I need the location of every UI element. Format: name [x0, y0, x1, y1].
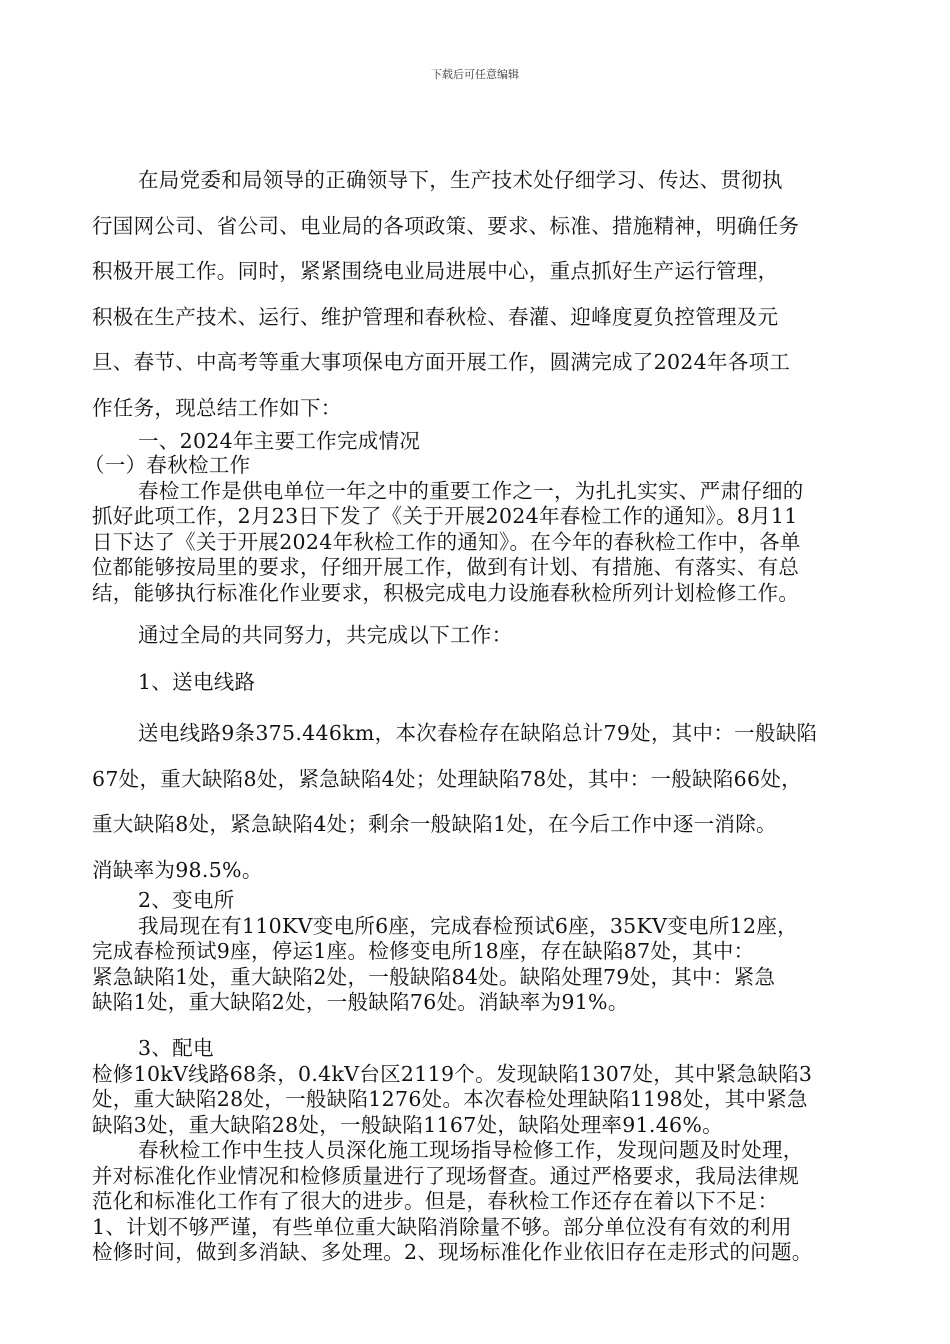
heading-text: 一、2024年主要工作完成情况: [138, 429, 421, 453]
item3: [92, 1036, 882, 1266]
summary-intro: [138, 622, 928, 648]
text-line: 缺陷3处，重大缺陷28处，一般缺陷1167处，缺陷处理率91.46%。: [92, 1112, 723, 1137]
item1-title: 1、送电线路: [138, 670, 256, 694]
text-line: 春秋检工作中生技人员深化施工现场指导检修工作，发现问题及时处理，: [138, 1138, 804, 1162]
item2-title: 2、变电所: [138, 888, 235, 912]
text-line: 行国网公司、省公司、电业局的各项政策、要求、标准、措施精神，明确任务: [92, 213, 800, 238]
text-line: 积极开展工作。同时，紧紧围绕电业局进展中心，重点抓好生产运行管理，: [92, 259, 779, 283]
page-header-note: 下载后可任意编辑: [431, 68, 519, 81]
section1-title: （一）春秋检工作: [84, 453, 251, 477]
text-line: 位都能够按局里的要求，仔细开展工作，做到有计划、有措施、有落实、有总: [92, 555, 800, 579]
text-line: 1、计划不够严谨，有些单位重大缺陷消除量不够。部分单位没有有效的利用: [92, 1214, 792, 1239]
text-line: 在局党委和局领导的正确领导下，生产技术处仔细学习、传达、贯彻执: [138, 168, 783, 192]
item1-body: [92, 711, 882, 893]
section-heading: [138, 428, 928, 454]
intro-paragraph: [92, 158, 882, 431]
text-line: 67处，重大缺陷8处，紧急缺陷4处；处理缺陷78处，其中：一般缺陷66处，: [92, 766, 802, 791]
section1: [84, 453, 882, 606]
item2: [92, 888, 882, 1016]
text-line: 我局现在有110KV变电所6座，完成春检预试6座，35KV变电所12座，: [138, 913, 798, 938]
text-line: 抓好此项工作，2月23日下发了《关于开展2024年春检工作的通知》。8月11: [92, 504, 798, 528]
text-line: 紧急缺陷1处，重大缺陷2处，一般缺陷84处。缺陷处理79处，其中：紧急: [92, 964, 776, 989]
item3-title: 3、配电: [138, 1036, 214, 1060]
text-line: 并对标准化作业情况和检修质量进行了现场督查。通过严格要求，我局法律规: [92, 1163, 800, 1188]
text-line: 重大缺陷8处，紧急缺陷4处；剩余一般缺陷1处，在今后工作中逐一消除。: [92, 812, 777, 836]
text-line: 消缺率为98.5%。: [92, 857, 263, 882]
text-line: 缺陷1处，重大缺陷2处，一般缺陷76处。消缺率为91%。: [92, 990, 629, 1014]
text-line: 积极在生产技术、运行、维护管理和春秋检、春灌、迎峰度夏负控管理及元: [92, 304, 779, 329]
text-line: 春检工作是供电单位一年之中的重要工作之一，为扎扎实实、严肃仔细的: [138, 478, 804, 503]
summary-intro-text: 通过全局的共同努力，共完成以下工作：: [138, 623, 513, 647]
text-line: 检修时间，做到多消缺、多处理。2、现场标准化作业依旧存在走形式的问题。: [92, 1240, 813, 1264]
text-line: 送电线路9条375.446km，本次春检存在缺陷总计79处，其中：一般缺陷: [138, 721, 818, 745]
text-line: 范化和标准化工作有了很大的进步。但是，春秋检工作还存在着以下不足：: [92, 1189, 779, 1213]
item1-heading: [138, 669, 928, 695]
text-line: 完成春检预试9座，停运1座。检修变电所18座，存在缺陷87处，其中：: [92, 939, 755, 963]
text-line: 作任务，现总结工作如下：: [92, 395, 342, 420]
text-line: 日下达了《关于开展2024年秋检工作的通知》。在今年的春秋检工作中，各单: [92, 529, 801, 554]
text-line: 处，重大缺陷28处，一般缺陷1276处。本次春检处理缺陷1198处，其中紧急: [92, 1087, 808, 1111]
text-line: 结，能够执行标准化作业要求，积极完成电力设施春秋检所列计划检修工作。: [92, 580, 800, 605]
text-line: 旦、春节、中高考等重大事项保电方面开展工作，圆满完成了2024年各项工: [92, 350, 791, 374]
text-line: 检修10kV线路68条，0.4kV台区2119个。发现缺陷1307处，其中紧急缺陷3: [92, 1061, 813, 1086]
